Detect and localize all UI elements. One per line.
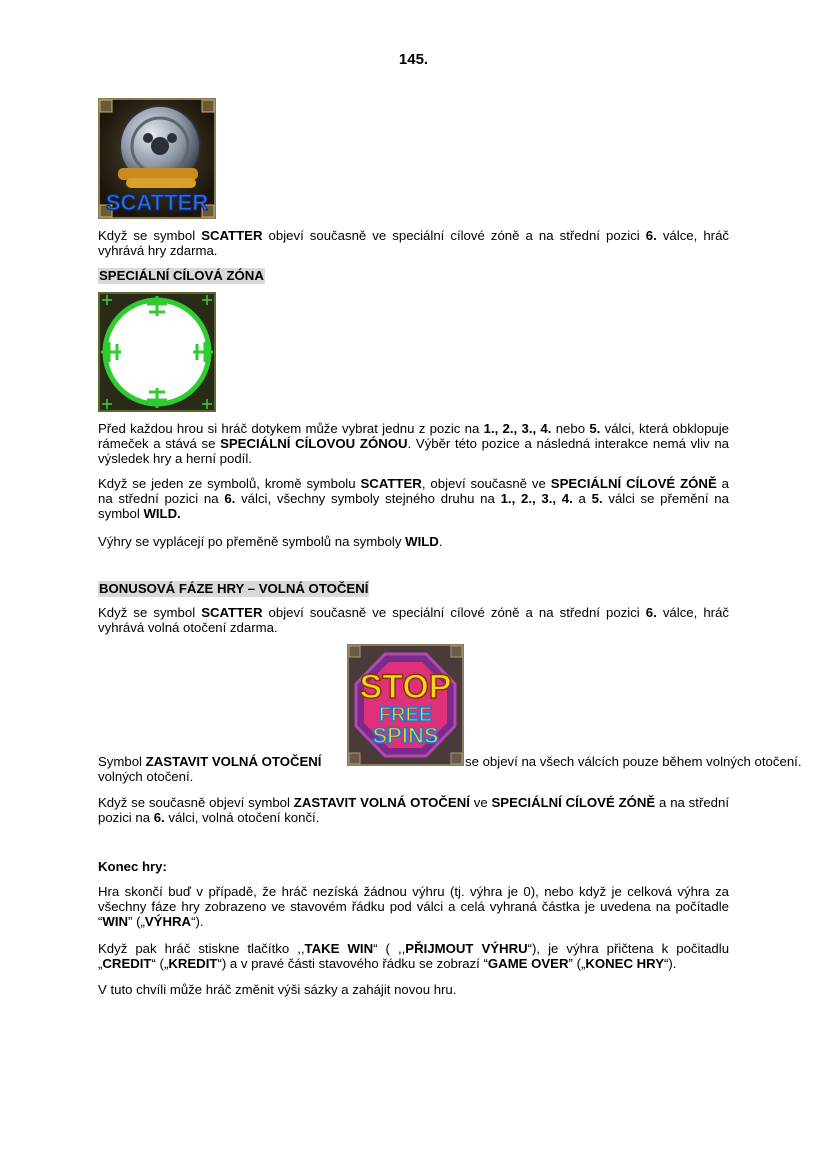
stop-free-spins-icon <box>347 644 464 766</box>
scatter-description: Když se symbol SCATTER objeví současně ve speciální cílové zóně a na střední pozici 6. válce, hráč vyhrává hry zdarma. <box>98 228 729 258</box>
wins-paid-description: Výhry se vyplácejí po přeměně symbolů na symboly WILD. <box>98 534 443 549</box>
heading-bonus-phase: BONUSOVÁ FÁZE HRY – VOLNÁ OTOČENÍ <box>99 581 369 596</box>
free-spins-description: Když se symbol SCATTER objeví současně ve speciální cílové zóně a na střední pozici 6. válce, hráč vyhrává volná otočení zdarma. <box>98 605 729 635</box>
svg-text:FREE: FREE <box>378 704 433 726</box>
page-number: 145. <box>398 51 429 68</box>
new-game-description: V tuto chvíli může hráč změnit výši sázky a zahájit novou hru. <box>98 982 457 997</box>
scatter-safe-icon <box>98 98 216 219</box>
target-zone-description: Před každou hrou si hráč dotykem může vybrat jednu z pozic na 1., 2., 3., 4. nebo 5. válci, která obklopuje rámeček a stává se SPECIÁLNÍ CÍLOVOU ZÓNOU. Výběr této pozice a následná interakce nemá vliv na výsledek hry a herní podíl. <box>98 421 729 466</box>
target-zone-crosshair-icon <box>98 292 216 412</box>
stop-condition-description: Když se současně objeví symbol ZASTAVIT VOLNÁ OTOČENÍ ve SPECIÁLNÍ CÍLOVÉ ZÓNĚ a na střední pozici na 6. válci, volná otočení končí. <box>98 795 729 825</box>
stop-free-spins-image <box>347 644 464 766</box>
game-end-description: Hra skončí buď v případě, že hráč nezíská žádnou výhru (tj. výhra je 0), nebo když je celková výhra za všechny fáze hry zobrazeno ve stavovém řádku pod válci a celá vyhraná částka je uvedena na počítadle “WIN” („VÝHRA“). <box>98 884 729 929</box>
target-zone-image <box>98 292 216 412</box>
svg-text:SCATTER: SCATTER <box>105 190 209 215</box>
wild-transform-description: Když se jeden ze symbolů, kromě symbolu SCATTER, objeví současně ve SPECIÁLNÍ CÍLOVÉ ZÓNĚ a na střední pozici na 6. válci, všechny symboly stejného druhu na 1., 2., 3., 4. a 5. válci se přemění na symbol WILD. <box>98 476 730 521</box>
take-win-description: Když pak hráč stiskne tlačítko ,,TAKE WIN“ ( ,,PŘIJMOUT VÝHRU“), je výhra přičtena k počitadlu „CREDIT“ („KREDIT“) a v pravé části stavového řádku se zobrazí “GAME OVER” („KONEC HRY“). <box>98 941 730 971</box>
svg-text:STOP: STOP <box>359 668 452 706</box>
scatter-symbol-image <box>98 98 216 219</box>
svg-text:SPINS: SPINS <box>372 723 439 748</box>
heading-special-target-zone: SPECIÁLNÍ CÍLOVÁ ZÓNA <box>99 268 264 283</box>
heading-game-end: Konec hry: <box>98 859 167 874</box>
stop-symbol-line-continued: volných otočení. <box>98 769 194 784</box>
